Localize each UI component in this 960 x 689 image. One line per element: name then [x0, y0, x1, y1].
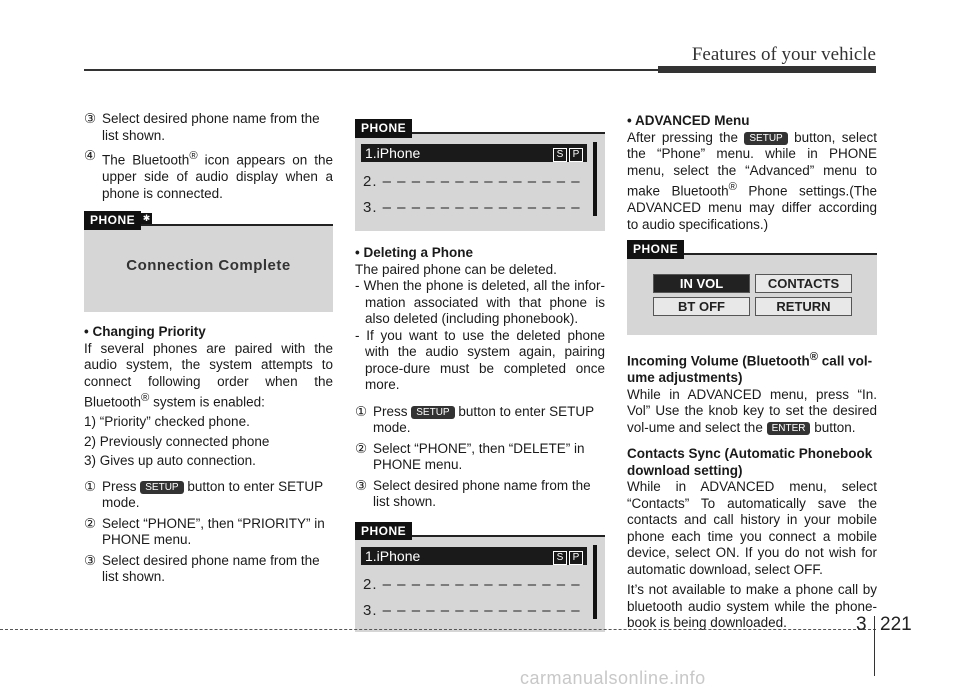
list-scrollbar — [593, 545, 597, 619]
return-button: RETURN — [755, 297, 852, 316]
bt-off-button: BT OFF — [653, 297, 750, 316]
phone-list-row-1: 1.iPhone S P — [361, 144, 587, 162]
page-number: 221 — [880, 614, 912, 635]
middle-column — [355, 115, 605, 640]
step-3-select-phone: ③ Select desired phone name from the list shown. — [355, 477, 591, 509]
footer-rule — [0, 629, 876, 631]
phone-list-row-3: 3. – – – – – – – – – – – – – – — [363, 199, 581, 216]
changing-priority-intro: If several phones are paired with the audio system, the system attempts to connect following order when the Bluetooth® system is enabled: — [84, 340, 333, 410]
deleting-heading: • Deleting a Phone — [355, 245, 473, 260]
step-3-select-phone: ③ Select desired phone name from the list shown. — [84, 111, 320, 143]
step-3-select-phone: ③ Select desired phone name from the list shown. — [84, 552, 320, 584]
advanced-menu-text: After pressing the SETUP button, select the “Phone” menu. while in PHONE menu, select the “Advanced” menu to make Bluetooth® Phone settings.(The ADVANCED menu may differ according to audio specifications.) — [627, 129, 878, 232]
step-4-bluetooth-icon: ④ The Bluetooth® icon appears on the upper side of audio display when a phone is connected. — [84, 148, 333, 201]
phone-tag: PHONE — [355, 119, 412, 138]
advanced-menu-screen — [627, 242, 877, 335]
changing-priority-heading: • Changing Priority — [84, 324, 206, 339]
phone-list-row-3: 3. – – – – – – – – – – – – – – — [363, 601, 581, 619]
left-column — [84, 111, 333, 590]
contacts-sync-heading: Contacts Sync (Automatic Phonebook download setting) — [627, 446, 873, 478]
section-number: 3 — [856, 614, 867, 635]
step-2-select-priority: ② Select “PHONE”, then “PRIORITY” in PHONE menu. — [84, 515, 325, 547]
phone-list-row-2: 2. – – – – – – – – – – – – – – — [363, 173, 581, 190]
footer-separator — [874, 616, 875, 676]
phone-list-screen — [355, 121, 605, 231]
enter-key: ENTER — [767, 422, 811, 435]
step-2-select-delete: ② Select “PHONE”, then “DELETE” in PHONE menu. — [355, 440, 585, 472]
step-1-press-setup: ① Press SETUP button to enter SETUP mode. — [84, 478, 323, 510]
priority-item: 1) “Priority” checked phone. — [84, 414, 250, 429]
deleting-intro: The paired phone can be deleted. — [355, 261, 557, 277]
list-scrollbar — [593, 142, 597, 216]
phone-tag: PHONE — [84, 211, 141, 230]
deleting-note-2: - If you want to use the deleted phone with the audio system again, pairing proce-dure must be completed once more. — [355, 327, 605, 392]
setup-key: SETUP — [411, 406, 454, 419]
in-vol-button: IN VOL — [653, 274, 750, 293]
connection-complete-screen — [84, 213, 333, 312]
step-1-press-setup: ① Press SETUP button to enter SETUP mode. — [355, 403, 594, 435]
incoming-volume-text: While in ADVANCED menu, press “In. Vol” Use the knob key to set the desired vol-ume and select the ENTER button. — [627, 386, 877, 435]
incoming-volume-heading: Incoming Volume (Bluetooth® call vol-ume adjustments) — [627, 351, 873, 385]
phone-tag: PHONE — [355, 522, 412, 541]
priority-item: 2) Previously connected phone — [84, 433, 270, 449]
right-column — [627, 113, 877, 632]
priority-item: 3) Gives up auto connection. — [84, 453, 256, 468]
contacts-sync-text: While in ADVANCED menu, select “Contacts” To automatically save the contacts and call history in your mobile phone each time you connect a mobile device, select ON. If you do not wish for automatic download, select OFF. — [627, 479, 877, 577]
deleting-note-1: - When the phone is deleted, all the infor-mation associated with that phone is also deleted (including phonebook). — [355, 278, 605, 326]
phone-list-screen — [355, 523, 605, 632]
header-accent-bar — [658, 66, 876, 73]
phone-list-row-2: 2. – – – – – – – – – – – – – – — [363, 575, 581, 593]
contacts-sync-note: It’s not available to make a phone call by bluetooth audio system while the phone-book is being downloaded. — [627, 582, 877, 630]
watermark: carmanualsonline.info — [520, 668, 706, 688]
contacts-button: CONTACTS — [755, 274, 852, 293]
setup-key: SETUP — [140, 481, 183, 494]
connection-message: Connection Complete — [126, 257, 291, 274]
phone-list-row-1: 1.iPhone S P — [361, 547, 587, 565]
advanced-menu-heading: • ADVANCED Menu — [627, 113, 750, 128]
setup-key: SETUP — [744, 132, 787, 145]
bluetooth-icon: ✱ — [142, 213, 151, 223]
page-header-title: Features of your vehicle — [691, 44, 876, 65]
phone-tag: PHONE — [627, 240, 684, 259]
